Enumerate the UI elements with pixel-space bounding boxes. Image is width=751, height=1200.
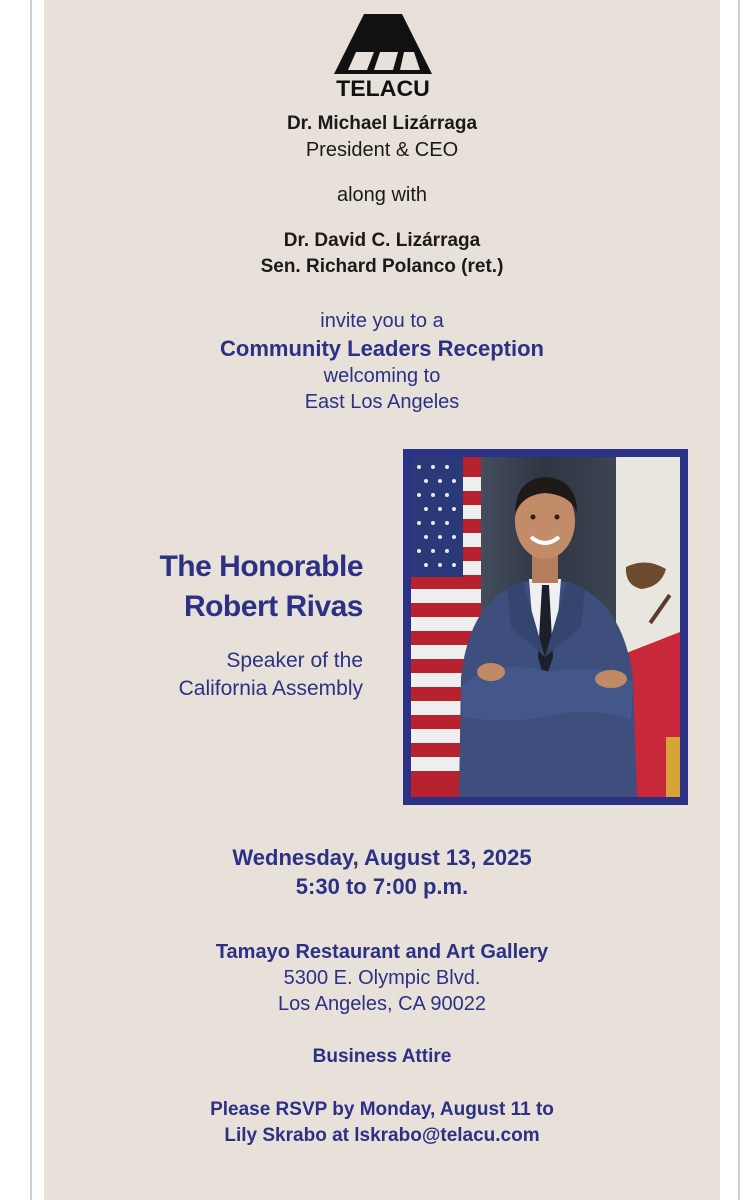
rsvp-line-1: Please RSVP by Monday, August 11 to: [210, 1099, 554, 1120]
telacu-logo-mark-icon: [334, 14, 432, 78]
logo-wordmark: TELACU: [336, 76, 430, 101]
page-right-border: [738, 0, 740, 1200]
telacu-logo: [334, 14, 432, 100]
page-left-border: [30, 0, 32, 1200]
primary-host-title: President & CEO: [305, 139, 459, 161]
portrait-frame: [403, 449, 688, 805]
invite-line-4: East Los Angeles: [304, 391, 460, 413]
speaker-portrait-photo: [411, 457, 680, 797]
guest-role-line-1: Speaker of the: [226, 649, 363, 672]
event-date: Wednesday, August 13, 2025: [232, 845, 532, 870]
guest-name: Robert Rivas: [183, 590, 363, 623]
rsvp-line-2: Lily Skrabo at lskrabo@telacu.com: [224, 1125, 540, 1146]
event-time: 5:30 to 7:00 p.m.: [295, 874, 469, 899]
co-host-2: Sen. Richard Polanco (ret.): [260, 256, 504, 277]
connector-text: along with: [336, 184, 428, 206]
event-name: Community Leaders Reception: [220, 336, 544, 361]
venue-city: Los Angeles, CA 90022: [278, 993, 486, 1015]
invitation-card: [44, 0, 720, 1200]
venue-name: Tamayo Restaurant and Art Gallery: [215, 941, 549, 963]
invite-line-3: welcoming to: [323, 365, 441, 387]
guest-role-line-2: California Assembly: [178, 677, 363, 700]
co-host-1: Dr. David C. Lizárraga: [283, 230, 481, 251]
guest-honorific: The Honorable: [159, 550, 363, 583]
primary-host-name: Dr. Michael Lizárraga: [286, 113, 478, 134]
dress-code: Business Attire: [312, 1046, 452, 1067]
invite-line-1: invite you to a: [320, 310, 444, 332]
venue-street: 5300 E. Olympic Blvd.: [283, 967, 481, 989]
